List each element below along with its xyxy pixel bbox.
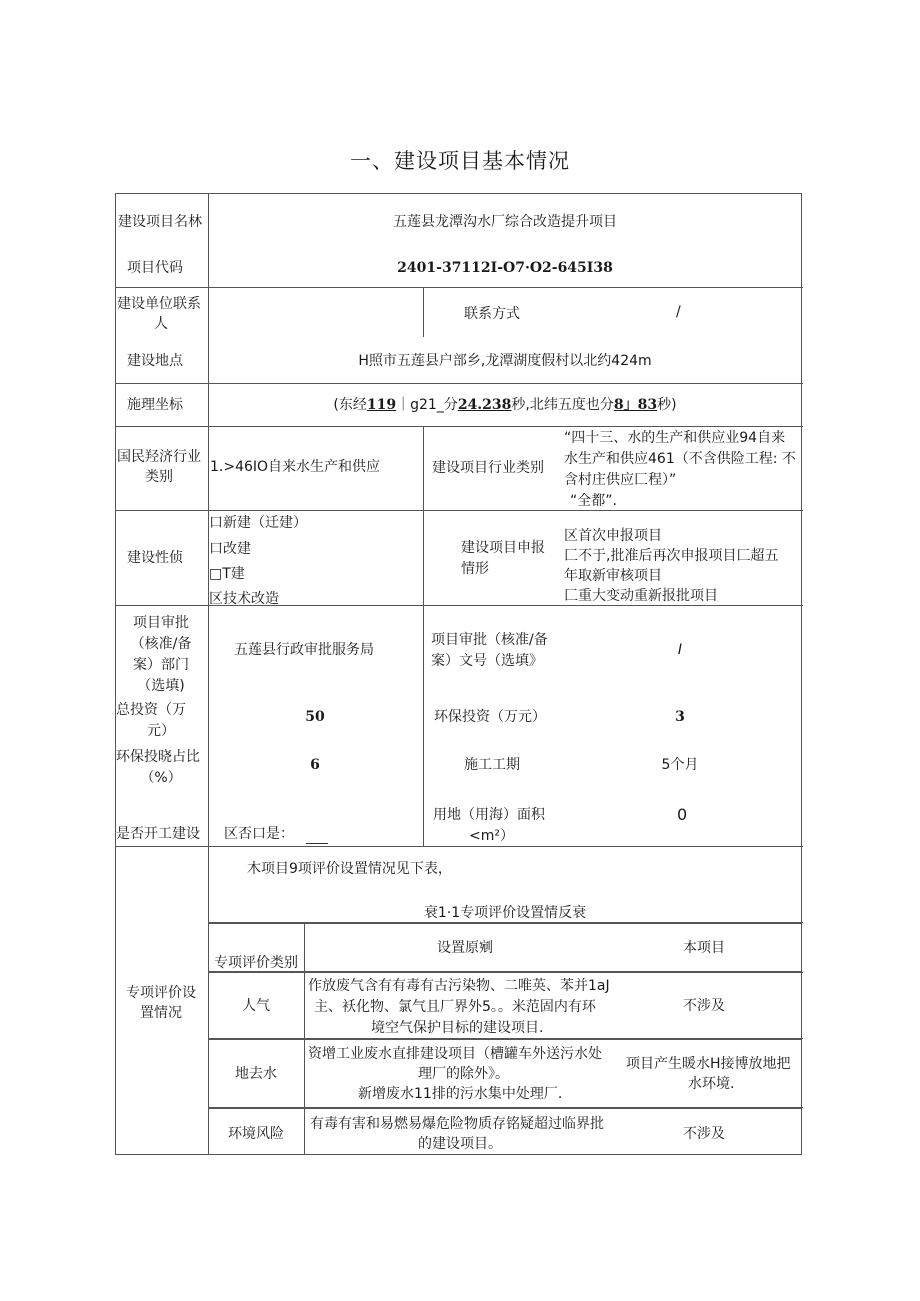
- row-principle-line: 境空气保护目标的建设项目.: [371, 1020, 544, 1036]
- approval-department: 五莲县行政审批服务局: [234, 642, 374, 658]
- special-table-title: 衰1·1专项评价设置情反衰: [423, 905, 587, 921]
- nature-option: □T建: [209, 566, 245, 582]
- contact-method-label: 联系方式: [464, 306, 520, 322]
- land-area-value: 0: [677, 805, 688, 824]
- industry-value: 1.>46IO自来水生产和供应: [210, 459, 381, 475]
- env-investment-value: 3: [675, 709, 685, 725]
- project-industry-line-2: 水生产和供应461（不含供险工程: 不: [564, 451, 796, 467]
- approval-label: 项目审批: [133, 615, 189, 631]
- investment-label-2: 元）: [147, 723, 175, 739]
- coordinates-label: 施理坐标: [127, 397, 183, 413]
- approval-label: （选填): [137, 678, 185, 694]
- header-category: 专项评价类别: [214, 955, 298, 971]
- coordinates-value: (东经119｜g21_分24.238秒,北纬五度也分8」83秒): [333, 397, 677, 413]
- report-option: 匚重大变动重新报批项目: [564, 588, 718, 604]
- industry-label-2: 类别: [145, 469, 173, 485]
- land-area-label-2: <m²）: [469, 828, 514, 844]
- special-eval-label: 专项评价设: [126, 985, 196, 1001]
- report-situation-label: 建设项目申报: [461, 540, 545, 556]
- location-value: H照市五莲县户部乡,龙潭湖度假村以北约424m: [358, 353, 652, 369]
- nature-option: 口改建: [209, 541, 251, 557]
- row-principle-line: 的建设项目。: [418, 1136, 502, 1152]
- approval-label: 案）部门: [133, 657, 189, 673]
- project-industry-line-3: 含村庄供应匚程）”: [564, 472, 677, 488]
- report-situation-label-2: 情形: [461, 561, 489, 577]
- special-intro: 木项目9项评价设置情况见下表，: [247, 861, 452, 877]
- row-result: 不涉及: [683, 998, 725, 1014]
- contact-method-value: /: [676, 304, 681, 320]
- special-eval-label-2: 置情况: [140, 1005, 182, 1021]
- project-code-label: 项目代码: [127, 260, 183, 276]
- investment-value: 50: [305, 709, 325, 725]
- nature-option: 口新建（迁建）: [209, 515, 307, 531]
- approval-label: （核准/备: [130, 636, 192, 652]
- report-option: 区首次申报项目: [564, 528, 662, 544]
- contact-label-2: 人: [154, 316, 168, 332]
- env-investment-label: 环保投资（万元）: [434, 709, 546, 725]
- env-ratio-label-2: （%）: [140, 770, 182, 786]
- nature-option: 区技术改造: [209, 591, 279, 607]
- project-name-label: 建设项目名林: [118, 214, 202, 230]
- contact-label: 建设单位联系: [117, 296, 201, 312]
- project-industry-line-4: “全都”.: [570, 493, 617, 509]
- row-result: 不涉及: [683, 1126, 725, 1142]
- investment-label: 总投资（万: [116, 702, 186, 718]
- row-principle-line: 新增废水11排的污水集中处理厂.: [358, 1086, 563, 1102]
- row-category: 地去水: [235, 1066, 277, 1082]
- construction-period-value: 5个月: [661, 757, 699, 773]
- approval-doc-value: I: [677, 642, 683, 658]
- approval-doc-label-2: 案）文号（选填》: [431, 653, 543, 669]
- page-title: 一、建设项目基本情况: [350, 149, 570, 173]
- row-principle-line: 资增工业废水直排建设项目（槽罐车外送污水处: [308, 1046, 602, 1062]
- row-result: 项目产生暖水H接博放地把: [626, 1056, 791, 1072]
- land-area-label: 用地（用海）面积: [433, 807, 545, 823]
- row-principle-line: 主、袄化物、氯气且厂界外5。。米范固内有环: [314, 999, 596, 1015]
- project-industry-line-1: “四十三、水的生产和供应业94自来: [564, 430, 786, 446]
- row-result: 水环境.: [688, 1076, 735, 1092]
- row-principle-line: 有毒有害和易燃易爆危险物质存铭疑超过临界批: [310, 1116, 604, 1132]
- project-name-value: 五莲县龙潭沟水厂综合改造提升项目: [393, 214, 617, 230]
- started-label: 是否开工建设: [116, 826, 200, 842]
- env-ratio-label: 环保投晓占比: [116, 749, 200, 765]
- industry-label: 国民羟济行业: [117, 449, 201, 465]
- header-result: 本项目: [683, 940, 725, 956]
- row-category: 人气: [242, 998, 270, 1014]
- env-ratio-value: 6: [310, 757, 320, 773]
- report-option: 匚不于,批准后再次申报项目匚超五: [564, 548, 779, 564]
- approval-doc-label: 项目审批（核准/备: [431, 632, 548, 648]
- row-principle-line: 作放废气含有有毒有古污染物、二唯英、苯并1aJ: [308, 978, 610, 994]
- started-value: 区否口是：: [224, 824, 328, 844]
- project-industry-label: 建设项目行业类别: [432, 460, 544, 476]
- report-option: 年取新审核项目: [564, 568, 662, 584]
- row-category: 环境风险: [228, 1126, 284, 1142]
- header-principle: 设置原剜: [437, 940, 493, 956]
- location-label: 建设地点: [127, 353, 183, 369]
- project-code-value: 2401-37112I-O7·O2-645I38: [397, 260, 613, 276]
- nature-label: 建设性侦: [127, 550, 183, 566]
- row-principle-line: 理厂的除外》。: [418, 1066, 509, 1082]
- construction-period-label: 施工工期: [464, 757, 520, 773]
